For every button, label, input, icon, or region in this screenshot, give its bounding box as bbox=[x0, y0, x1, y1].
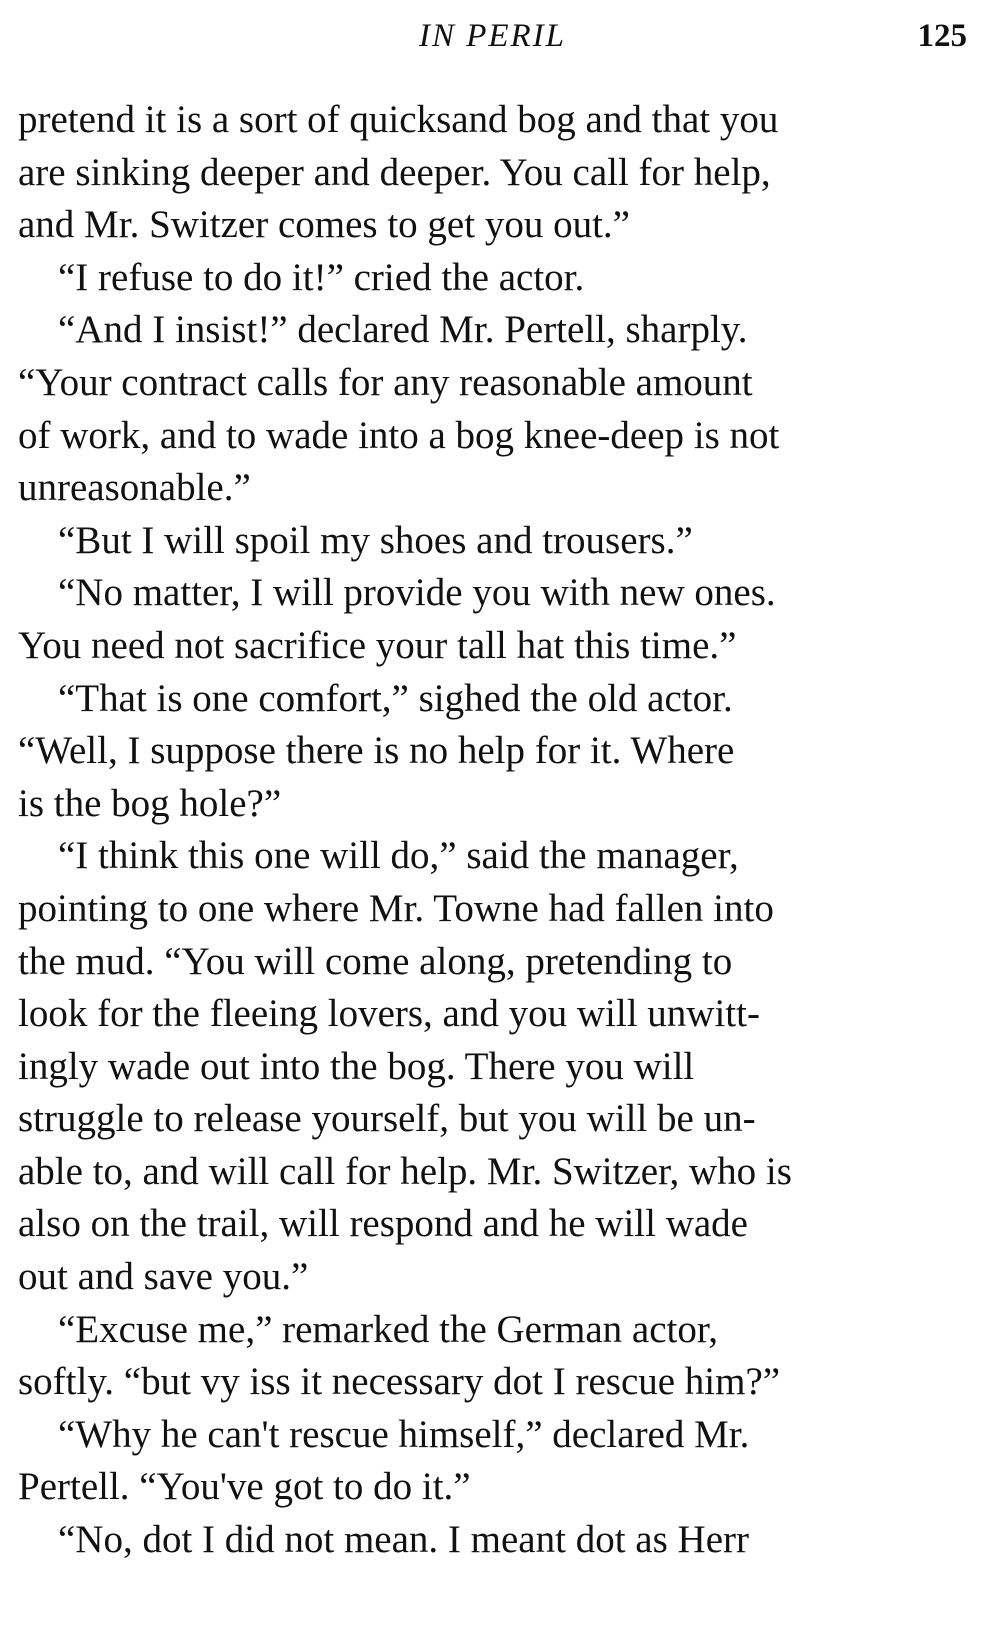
text-line: struggle to release yourself, but you will be un- bbox=[18, 1097, 756, 1141]
text-line: “Excuse me,” remarked the German actor, bbox=[58, 1307, 719, 1351]
text-line: softly. “but vy iss it necessary dot I rescue him?” bbox=[18, 1360, 781, 1404]
text-line: ingly wade out into the bog. There you will bbox=[18, 1044, 695, 1088]
text-line: “Your contract calls for any reasonable amount bbox=[18, 360, 753, 404]
text-line: unreasonable.” bbox=[18, 466, 251, 510]
text-line: the mud. “You will come along, pretending to bbox=[18, 939, 733, 983]
text-line: also on the trail, will respond and he will wade bbox=[18, 1202, 748, 1246]
text-line: out and save you.” bbox=[18, 1255, 309, 1299]
text-line: look for the fleeing lovers, and you will unwitt- bbox=[18, 992, 760, 1036]
text-line: of work, and to wade into a bog knee-deep is not bbox=[18, 413, 780, 457]
text-line: “Why he can't rescue himself,” declared Mr. bbox=[58, 1412, 750, 1456]
running-title: IN PERIL bbox=[418, 18, 567, 54]
text-line: and Mr. Switzer comes to get you out.” bbox=[18, 203, 630, 247]
text-line: You need not sacrifice your tall hat this time.” bbox=[18, 623, 737, 667]
text-line: “And I insist!” declared Mr. Pertell, sharply. bbox=[58, 308, 748, 352]
text-line: pointing to one where Mr. Towne had fallen into bbox=[18, 886, 774, 930]
text-line: “That is one comfort,” sighed the old actor. bbox=[58, 676, 733, 720]
text-line: Pertell. “You've got to do it.” bbox=[18, 1465, 471, 1509]
page-number: 125 bbox=[917, 18, 967, 54]
text-line: “I refuse to do it!” cried the actor. bbox=[58, 255, 585, 299]
text-line: “No, dot I did not mean. I meant dot as Herr bbox=[58, 1518, 749, 1562]
body-text bbox=[18, 94, 967, 1567]
text-line: are sinking deeper and deeper. You call for help, bbox=[18, 150, 771, 194]
text-line: pretend it is a sort of quicksand bog and that you bbox=[18, 98, 779, 141]
page-header bbox=[18, 10, 967, 60]
text-line: “No matter, I will provide you with new ones. bbox=[58, 571, 776, 615]
text-line: able to, and will call for help. Mr. Switzer, who is bbox=[18, 1149, 792, 1193]
text-line: “Well, I suppose there is no help for it. Where bbox=[18, 729, 735, 773]
text-line: “But I will spoil my shoes and trousers.” bbox=[58, 518, 693, 562]
text-line: is the bog hole?” bbox=[18, 781, 282, 825]
text-line: “I think this one will do,” said the manager, bbox=[58, 834, 739, 878]
